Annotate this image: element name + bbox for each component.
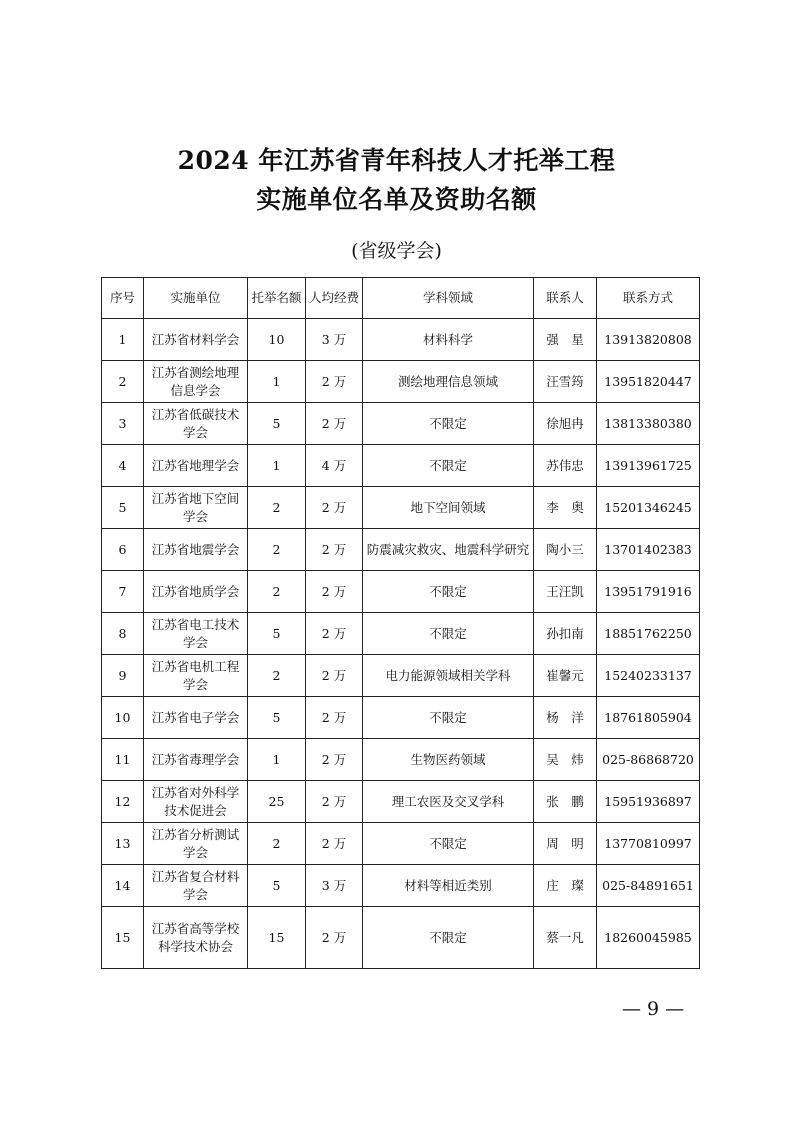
cell-no: 4 xyxy=(102,445,144,487)
cell-contact: 吴 炜 xyxy=(534,739,597,781)
table-row xyxy=(102,823,700,865)
document-subtitle: (省级学会) xyxy=(351,240,442,262)
cell-field: 地下空间领域 xyxy=(363,487,534,529)
cell-no: 11 xyxy=(102,739,144,781)
cell-funding: 2 万 xyxy=(306,697,363,739)
cell-contact: 张 鹏 xyxy=(534,781,597,823)
cell-quota: 1 xyxy=(248,739,306,781)
cell-phone: 18851762250 xyxy=(597,613,700,655)
cell-no: 6 xyxy=(102,529,144,571)
table-row xyxy=(102,739,700,781)
cell-funding: 2 万 xyxy=(306,571,363,613)
cell-quota: 2 xyxy=(248,823,306,865)
cell-funding: 3 万 xyxy=(306,319,363,361)
cell-contact: 周 明 xyxy=(534,823,597,865)
table-row xyxy=(102,571,700,613)
cell-quota: 5 xyxy=(248,613,306,655)
cell-phone: 13951820447 xyxy=(597,361,700,403)
cell-quota: 5 xyxy=(248,403,306,445)
cell-no: 8 xyxy=(102,613,144,655)
cell-phone: 025-84891651 xyxy=(597,865,700,907)
cell-field: 测绘地理信息领域 xyxy=(363,361,534,403)
cell-quota: 1 xyxy=(248,361,306,403)
cell-contact: 汪雪筠 xyxy=(534,361,597,403)
implementing-units-table xyxy=(101,277,700,969)
cell-no: 15 xyxy=(102,907,144,969)
cell-funding: 4 万 xyxy=(306,445,363,487)
cell-no: 12 xyxy=(102,781,144,823)
cell-funding: 2 万 xyxy=(306,487,363,529)
cell-unit: 江苏省测绘地理信息学会 xyxy=(144,361,248,403)
cell-quota: 15 xyxy=(248,907,306,969)
table-row xyxy=(102,319,700,361)
table-row xyxy=(102,907,700,969)
cell-no: 13 xyxy=(102,823,144,865)
header-funding: 人均经费 xyxy=(306,278,363,319)
cell-phone: 13701402383 xyxy=(597,529,700,571)
cell-funding: 2 万 xyxy=(306,739,363,781)
cell-funding: 2 万 xyxy=(306,403,363,445)
cell-unit: 江苏省地震学会 xyxy=(144,529,248,571)
cell-funding: 2 万 xyxy=(306,361,363,403)
cell-phone: 15201346245 xyxy=(597,487,700,529)
cell-unit: 江苏省复合材料学会 xyxy=(144,865,248,907)
cell-quota: 10 xyxy=(248,319,306,361)
cell-field: 不限定 xyxy=(363,907,534,969)
cell-quota: 2 xyxy=(248,487,306,529)
table-row xyxy=(102,613,700,655)
cell-field: 不限定 xyxy=(363,613,534,655)
cell-quota: 5 xyxy=(248,865,306,907)
header-contact: 联系人 xyxy=(534,278,597,319)
cell-no: 5 xyxy=(102,487,144,529)
cell-contact: 孙扣南 xyxy=(534,613,597,655)
cell-no: 14 xyxy=(102,865,144,907)
header-no: 序号 xyxy=(102,278,144,319)
cell-no: 1 xyxy=(102,319,144,361)
cell-unit: 江苏省地理学会 xyxy=(144,445,248,487)
table-row xyxy=(102,865,700,907)
cell-contact: 李 奥 xyxy=(534,487,597,529)
cell-unit: 江苏省电子学会 xyxy=(144,697,248,739)
cell-contact: 崔馨元 xyxy=(534,655,597,697)
cell-field: 电力能源领域相关学科 xyxy=(363,655,534,697)
cell-field: 生物医药领域 xyxy=(363,739,534,781)
header-quota: 托举名额 xyxy=(248,278,306,319)
table-row xyxy=(102,361,700,403)
cell-contact: 徐旭冉 xyxy=(534,403,597,445)
header-unit: 实施单位 xyxy=(144,278,248,319)
cell-field: 不限定 xyxy=(363,571,534,613)
cell-field: 不限定 xyxy=(363,823,534,865)
cell-quota: 25 xyxy=(248,781,306,823)
cell-contact: 蔡一凡 xyxy=(534,907,597,969)
cell-unit: 江苏省低碳技术学会 xyxy=(144,403,248,445)
cell-phone: 13770810997 xyxy=(597,823,700,865)
cell-contact: 王汪凯 xyxy=(534,571,597,613)
cell-no: 2 xyxy=(102,361,144,403)
cell-funding: 2 万 xyxy=(306,907,363,969)
cell-contact: 陶小三 xyxy=(534,529,597,571)
table-row xyxy=(102,697,700,739)
cell-unit: 江苏省高等学校科学技术协会 xyxy=(144,907,248,969)
cell-phone: 18761805904 xyxy=(597,697,700,739)
cell-unit: 江苏省电工技术学会 xyxy=(144,613,248,655)
cell-quota: 2 xyxy=(248,571,306,613)
cell-no: 10 xyxy=(102,697,144,739)
cell-phone: 15240233137 xyxy=(597,655,700,697)
table-row xyxy=(102,403,700,445)
cell-quota: 5 xyxy=(248,697,306,739)
cell-unit: 江苏省毒理学会 xyxy=(144,739,248,781)
cell-funding: 2 万 xyxy=(306,613,363,655)
document-title-line-2: 实施单位名单及资助名额 xyxy=(256,185,537,214)
cell-phone: 13813380380 xyxy=(597,403,700,445)
cell-phone: 18260045985 xyxy=(597,907,700,969)
cell-unit: 江苏省对外科学技术促进会 xyxy=(144,781,248,823)
cell-field: 防震减灾救灾、地震科学研究 xyxy=(363,529,534,571)
cell-contact: 庄 璨 xyxy=(534,865,597,907)
cell-unit: 江苏省地质学会 xyxy=(144,571,248,613)
document-title-line-1: 2024 年江苏省青年科技人才托举工程 xyxy=(177,146,616,175)
cell-field: 材料科学 xyxy=(363,319,534,361)
cell-phone: 13951791916 xyxy=(597,571,700,613)
cell-funding: 2 万 xyxy=(306,781,363,823)
cell-field: 不限定 xyxy=(363,403,534,445)
table-row xyxy=(102,655,700,697)
header-field: 学科领域 xyxy=(363,278,534,319)
cell-unit: 江苏省分析测试学会 xyxy=(144,823,248,865)
cell-funding: 3 万 xyxy=(306,865,363,907)
cell-phone: 025-86868720 xyxy=(597,739,700,781)
cell-quota: 2 xyxy=(248,655,306,697)
cell-phone: 13913961725 xyxy=(597,445,700,487)
header-phone: 联系方式 xyxy=(597,278,700,319)
table-row xyxy=(102,529,700,571)
cell-no: 3 xyxy=(102,403,144,445)
cell-unit: 江苏省材料学会 xyxy=(144,319,248,361)
cell-funding: 2 万 xyxy=(306,655,363,697)
cell-no: 7 xyxy=(102,571,144,613)
cell-phone: 13913820808 xyxy=(597,319,700,361)
cell-funding: 2 万 xyxy=(306,823,363,865)
table-row xyxy=(102,445,700,487)
cell-unit: 江苏省地下空间学会 xyxy=(144,487,248,529)
cell-contact: 强 星 xyxy=(534,319,597,361)
cell-field: 理工农医及交叉学科 xyxy=(363,781,534,823)
page-number: — 9 — xyxy=(622,998,685,1020)
cell-funding: 2 万 xyxy=(306,529,363,571)
cell-unit: 江苏省电机工程学会 xyxy=(144,655,248,697)
cell-field: 不限定 xyxy=(363,445,534,487)
cell-field: 不限定 xyxy=(363,697,534,739)
cell-no: 9 xyxy=(102,655,144,697)
cell-field: 材料等相近类别 xyxy=(363,865,534,907)
table-row xyxy=(102,487,700,529)
cell-quota: 1 xyxy=(248,445,306,487)
cell-contact: 杨 洋 xyxy=(534,697,597,739)
cell-phone: 15951936897 xyxy=(597,781,700,823)
table-header-row xyxy=(102,278,700,319)
table-row xyxy=(102,781,700,823)
cell-contact: 苏伟忠 xyxy=(534,445,597,487)
cell-quota: 2 xyxy=(248,529,306,571)
